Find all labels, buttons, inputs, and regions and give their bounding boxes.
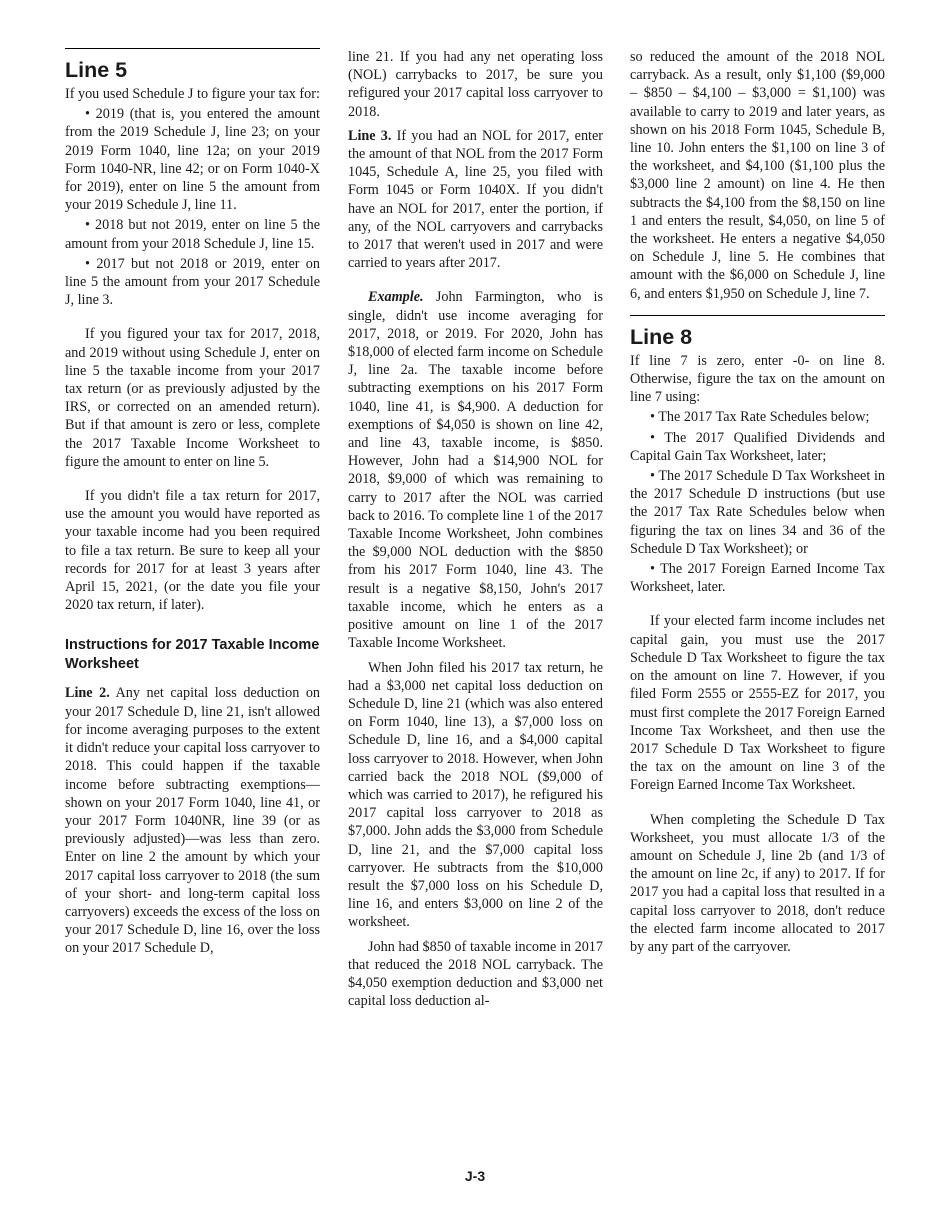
line5-bullet-2017 <box>65 255 320 310</box>
bullet-icon: • <box>650 429 655 446</box>
bullet-text: 2017 but not 2018 or 2019, enter on line 5 the amount from your 2017 Schedule J, line 3. <box>65 255 320 309</box>
line8-paragraph-capital-gain: If your elected farm income includes net capital gain, you must use the 2017 Schedule D Tax Worksheet to figure the tax on the amount on line 7. However, if you filed Form 2555 or 2555-EZ for 2017, you must first complete the 2017 Foreign Earned Income Tax Worksheet, and then use the 2017 Schedule D Tax Worksheet to figure the tax on the amount on line 3 of the Foreign Earned Income Tax Worksheet. <box>630 613 885 794</box>
line2-text: Any net capital loss deduction on your 2017 Schedule D, line 21, isn't allowed for income averaging purposes to the extent it didn't reduce your capital loss carryover to 2018. This could happen if the taxable income before subtracting exemptions—shown on your 2017 Form 1040, line 41, or your 2017 Form 1040NR, line 39 (or as previously adjusted)—was less than zero. Enter on line 2 the amount by which your 2017 capital loss carryover to 2018 (the sum of your short- and long-term capital loss carryovers) exceeds the excess of the loss on your 2017 Schedule D, line 16, over the loss on your 2017 Schedule D, <box>65 685 321 957</box>
bullet-text: The 2017 Schedule D Tax Worksheet in the 2017 Schedule D instructions (but use the 2017 Tax Rate Schedules below when figuring the tax on lines 34 and 36 of the Schedule D Tax Worksheet); or <box>630 468 885 557</box>
line5-paragraph-no-return: If you didn't file a tax return for 2017, use the amount you would have reported as your taxable income had you been required to file a tax return. Be sure to keep all your records for 2017 for at least 3 years after April 15, 2021, (or the date you file your 2020 tax return, if later). <box>65 488 320 614</box>
section-rule <box>630 315 885 316</box>
bullet-text: The 2017 Qualified Dividends and Capital Gain Tax Worksheet, later; <box>630 429 885 464</box>
line3-instructions <box>348 127 603 273</box>
line2-instructions <box>65 684 320 957</box>
heading-line-8: Line 8 <box>630 324 693 349</box>
bullet-icon: • <box>650 409 655 426</box>
column-left <box>65 48 320 958</box>
example-continued: so reduced the amount of the 2018 NOL carryback. As a result, only $1,100 ($9,000 – $850 – $4,100 – $3,000 = $1,100) was available to carry to 2019 and later years, as shown on his 2018 Form 1045, Schedule B, line 10. John enters the $1,100 on line 3 of the worksheet, and $4,100 ($1,100 plus the $3,000 line 2 amount) on line 4. He then subtracts the $4,100 from the $8,150 on line 1 and enters the result, $4,050, on line 5 of the worksheet. He enters a negative $4,050 on Schedule J, line 5. He combines that amount with the $6,000 on Schedule J, line 6, and enters $1,950 on Schedule J, line 7. <box>630 49 885 302</box>
line8-paragraph-allocation: When completing the Schedule D Tax Worksheet, you must allocate 1/3 of the amount on Schedule J, line 2b (and 1/3 of the amount on line 2c, if any) to 2017. If for 2017 you had a capital loss that resulted in a capital loss carryover to 2018, don't reduce the elected farm income allocated to 2017 by any part of the carryover. <box>630 811 885 955</box>
example-paragraph-capital-loss: When John filed his 2017 tax return, he had a $3,000 net capital loss deduction on Schedule D, line 21 (which was also entered on Form 1040, line 13), a $7,000 loss on Schedule D, line 16, and a $4,000 capital loss carryover to 2018. However, when John carried back the 2018 NOL ($9,000 of which was carried to 2017), he refigured his 2017 capital loss carryover to 2018 as $7,000. John adds the $3,000 from Schedule D, line 21, and the $7,000 capital loss carryover. He subtracts from the $10,000 result the $7,000 loss on his Schedule D, line 16, and enters $3,000 on line 2 of the worksheet. <box>348 659 603 931</box>
line2-label: Line 2. <box>65 685 110 702</box>
bullet-text: 2018 but not 2019, enter on line 5 the amount from your 2018 Schedule J, line 15. <box>65 217 320 252</box>
bullet-icon: • <box>650 561 655 578</box>
subheading-taxable-income-worksheet: Instructions for 2017 Taxable Income Worksheet <box>65 637 320 673</box>
bullet-icon: • <box>85 106 90 123</box>
line3-text: If you had an NOL for 2017, enter the amount of that NOL from the 2017 Form 1045, Schedule A, line 25, you filed with Form 1045 or Form 1040X. If you didn't have an NOL for 2017, enter the portion, if any, of the NOL carryovers and carrybacks to 2017 that weren't used in 2017 and were carried to years after 2017. <box>348 127 604 272</box>
bullet-text: 2019 (that is, you entered the amount from the 2019 Schedule J, line 23; on your 2019 Form 1040, line 12a; on your 2019 Form 1040-NR, line 42; or on Form 1040-X for 2019), enter on line 5 the amount from your 2019 Schedule J, line 11. <box>65 106 320 214</box>
line2-continued: line 21. If you had any net operating loss (NOL) carrybacks to 2017, be sure you refigured your 2017 capital loss carryover to 2018. <box>348 49 603 120</box>
column-right <box>630 48 885 956</box>
line8-bullet-foreign-earned-income <box>630 560 885 596</box>
line8-bullet-tax-rate-schedules <box>630 408 885 426</box>
line5-paragraph-no-schedule-j: If you figured your tax for 2017, 2018, and 2019 without using Schedule J, enter on line 5 the taxable income from your 2017 tax return (or as previously adjusted by the IRS, or corrected on an amended return). But if that amount is zero or less, complete the 2017 Taxable Income Worksheet to figure the amount to enter on line 5. <box>65 326 320 470</box>
line8-bullet-qualified-dividends <box>630 429 885 465</box>
bullet-icon: • <box>650 468 655 485</box>
bullet-text: The 2017 Foreign Earned Income Tax Worksheet, later. <box>630 561 885 596</box>
section-rule <box>65 48 320 49</box>
heading-line-5: Line 5 <box>65 58 128 82</box>
page-number: J-3 <box>464 1168 486 1184</box>
example-text: John Farmington, who is single, didn't use income averaging for 2017, 2018, or 2019. For 2020, John has $18,000 of elected farm income on Schedule J, line 2a. The taxable income before subtracting exemptions on his 2017 Form 1040, line 41, is $4,900. A deduction for exemptions of $4,050 is shown on line 42, and line 43, taxable income, is $850. However, John had a $14,900 NOL for 2018, $9,000 of which was remaining to carry to 2017 after the NOL was carried back to 2016. To complete line 1 of the 2017 Taxable Income Worksheet, John combines the $9,000 NOL deduction with the $850 from his 2017 Form 1040, line 43. The result is a negative $8,150, John's 2017 taxable income, which he enters as a positive amount on line 1 of the 2017 Taxable Income Worksheet. <box>348 289 604 652</box>
bullet-text: The 2017 Tax Rate Schedules below; <box>658 409 870 426</box>
column-middle <box>348 48 603 1010</box>
example-paragraph-nol: John had $850 of taxable income in 2017 that reduced the 2018 NOL carryback. The $4,050 exemption deduction and $3,000 net capital loss deduction al- <box>348 938 603 1010</box>
line5-bullet-2019 <box>65 105 320 214</box>
example-label: Example. <box>368 289 424 306</box>
line8-bullet-schedule-d <box>630 467 885 558</box>
line3-label: Line 3. <box>348 127 392 144</box>
line5-intro: If you used Schedule J to figure your tax for: <box>65 86 320 102</box>
line5-bullet-2018 <box>65 216 320 252</box>
bullet-icon: • <box>85 255 90 272</box>
bullet-icon: • <box>85 217 90 234</box>
example-paragraph <box>348 288 603 652</box>
line8-intro: If line 7 is zero, enter -0- on line 8. Otherwise, figure the tax on the amount on line 7 using: <box>630 352 885 406</box>
